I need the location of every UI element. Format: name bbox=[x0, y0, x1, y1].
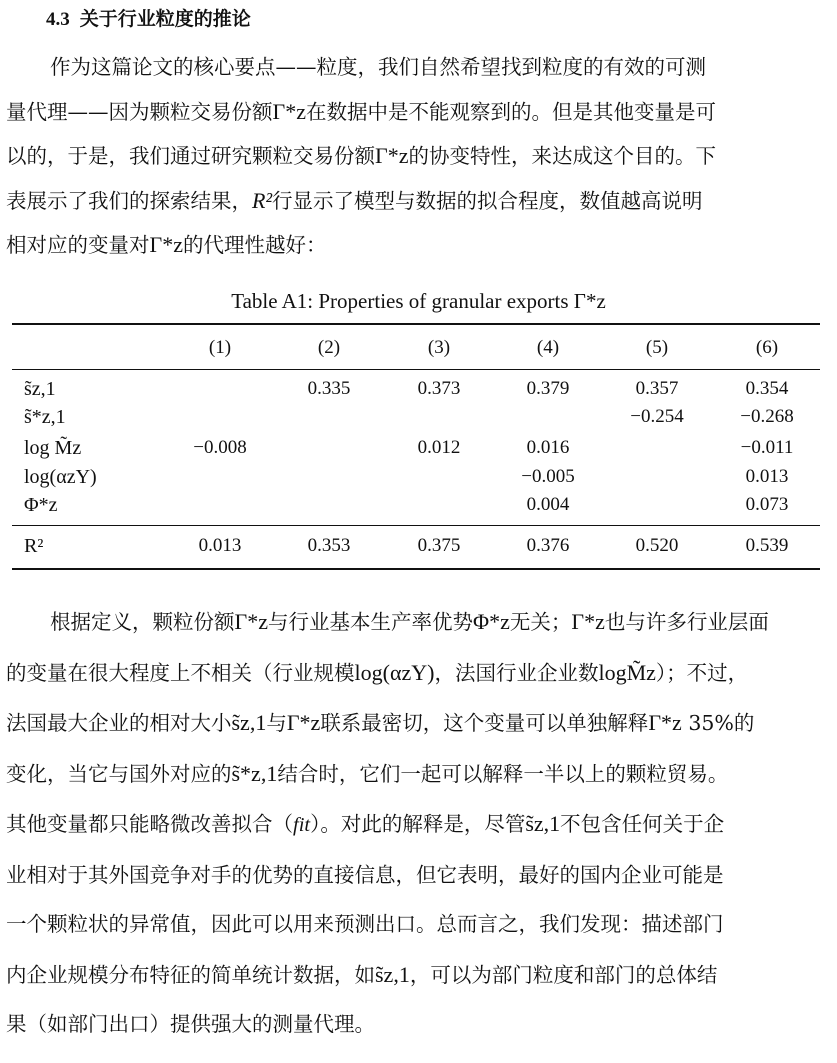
r2-cell: 0.375 bbox=[417, 535, 461, 556]
math-inline: s̃z,1 bbox=[525, 811, 561, 836]
math-inline: Γ*z bbox=[375, 143, 409, 168]
r2-cell: 0.539 bbox=[745, 535, 789, 556]
table-cell: −0.011 bbox=[740, 437, 794, 458]
column-header: (2) bbox=[317, 337, 341, 358]
text-line: 相对应的变量对Γ*z的代理性越好： bbox=[6, 232, 327, 257]
section-number: 4.3 bbox=[46, 9, 70, 30]
math-inline: Γ*z bbox=[286, 710, 321, 735]
row-label: Φ*z bbox=[24, 494, 58, 516]
math-inline: s̃z,1 bbox=[375, 961, 410, 987]
table-r2-rule bbox=[12, 525, 820, 526]
section-title: 关于行业粒度的推论 bbox=[79, 8, 251, 30]
math-inline: R² bbox=[252, 187, 273, 213]
row-label: log(αzY) bbox=[24, 466, 97, 488]
table-cell: −0.268 bbox=[740, 406, 794, 427]
text-line: 一个颗粒状的异常值，因此可以用来预测出口。总而言之，我们发现：描述部门 bbox=[6, 912, 724, 936]
column-header: (3) bbox=[427, 337, 451, 358]
math-inline: log(αzY) bbox=[354, 659, 435, 685]
table-cell: 0.354 bbox=[745, 378, 789, 399]
r2-row-label: R² bbox=[24, 535, 44, 557]
math-inline: Γ*z bbox=[272, 98, 306, 124]
text-line: 果（如部门出口）提供强大的测量代理。 bbox=[6, 1012, 375, 1036]
math-inline: Γ*z bbox=[648, 710, 682, 735]
row-label: s̃z,1 bbox=[24, 378, 56, 400]
r2-cell: 0.013 bbox=[198, 535, 242, 556]
text-line: 以的，于是，我们通过研究颗粒交易份额Γ*z的协变特性，来达成这个目的。下 bbox=[6, 143, 716, 168]
table-cell: 0.016 bbox=[526, 437, 570, 458]
table-cell: 0.379 bbox=[526, 378, 570, 399]
text-line: 变化，当它与国外对应的s̃*z,1结合时，它们一起可以解释一半以上的颗粒贸易。 bbox=[6, 760, 729, 786]
text-line: 作为这篇论文的核心要点——粒度，我们自然希望找到粒度的有效的可测 bbox=[50, 55, 706, 79]
r2-cell: 0.376 bbox=[526, 535, 570, 556]
table-cell: 0.357 bbox=[635, 378, 679, 399]
r2-cell: 0.520 bbox=[635, 535, 679, 556]
text-line: 的变量在很大程度上不相关（行业规模log(αzY)，法国行业企业数logM̃z）；不过， bbox=[6, 659, 749, 685]
text-line: 内企业规模分布特征的简单统计数据，如s̃z,1，可以为部门粒度和部门的总体结 bbox=[6, 961, 718, 987]
paragraph-intro bbox=[6, 45, 828, 268]
row-label: log M̃z bbox=[24, 437, 82, 459]
text-line: 量代理——因为颗粒交易份额Γ*z在数据中是不能观察到的。但是其他变量是可 bbox=[6, 98, 716, 124]
column-header: (5) bbox=[645, 337, 669, 358]
math-inline: s̃*z,1 bbox=[231, 760, 278, 786]
table-cell: 0.373 bbox=[417, 378, 461, 399]
column-header: (4) bbox=[536, 337, 560, 358]
math-inline: Γ*z bbox=[571, 609, 605, 634]
text-line: 法国最大企业的相对大小s̃z,1与Γ*z联系最密切，这个变量可以单独解释Γ*z 35%的 bbox=[6, 710, 755, 735]
table-cell: 0.335 bbox=[307, 378, 351, 399]
table-cell: −0.005 bbox=[521, 466, 575, 487]
text-line: 根据定义，颗粒份额Γ*z与行业基本生产率优势Φ*z无关；Γ*z也与许多行业层面 bbox=[50, 609, 769, 634]
table-cell: 0.073 bbox=[745, 494, 789, 515]
r2-cell: 0.353 bbox=[307, 535, 351, 556]
row-label: s̃*z,1 bbox=[24, 406, 66, 428]
paragraph-discussion bbox=[6, 597, 828, 1050]
math-inline: Γ*z bbox=[234, 609, 268, 634]
emphasis-word: fit bbox=[293, 814, 311, 836]
column-header: (6) bbox=[755, 337, 779, 358]
text-line: 其他变量都只能略微改善拟合（fit）。对此的解释是，尽管s̃z,1不包含任何关于企 bbox=[6, 811, 725, 836]
math-inline: s̃z,1 bbox=[231, 710, 267, 735]
text-line: 表展示了我们的探索结果，R²行显示了模型与数据的拟合程度，数值越高说明 bbox=[6, 187, 703, 213]
table-cell: 0.012 bbox=[417, 437, 461, 458]
section-heading bbox=[46, 2, 251, 37]
table-caption: Table A1: Properties of granular exports Γ*z bbox=[231, 289, 606, 313]
table-cell: −0.254 bbox=[630, 406, 684, 427]
math-inline: Φ*z bbox=[472, 609, 510, 634]
table-cell: 0.013 bbox=[745, 466, 789, 487]
column-header: (1) bbox=[208, 337, 232, 358]
table-bottom-rule bbox=[12, 568, 820, 570]
math-inline: logM̃z bbox=[598, 659, 656, 685]
math-inline: Γ*z bbox=[149, 232, 183, 257]
table-top-rule bbox=[12, 323, 820, 325]
table-header-rule bbox=[12, 369, 820, 370]
table-cell: 0.004 bbox=[526, 494, 570, 515]
table-cell: −0.008 bbox=[193, 437, 247, 458]
text-line: 业相对于其外国竞争对手的优势的直接信息，但它表明，最好的国内企业可能是 bbox=[6, 862, 724, 887]
